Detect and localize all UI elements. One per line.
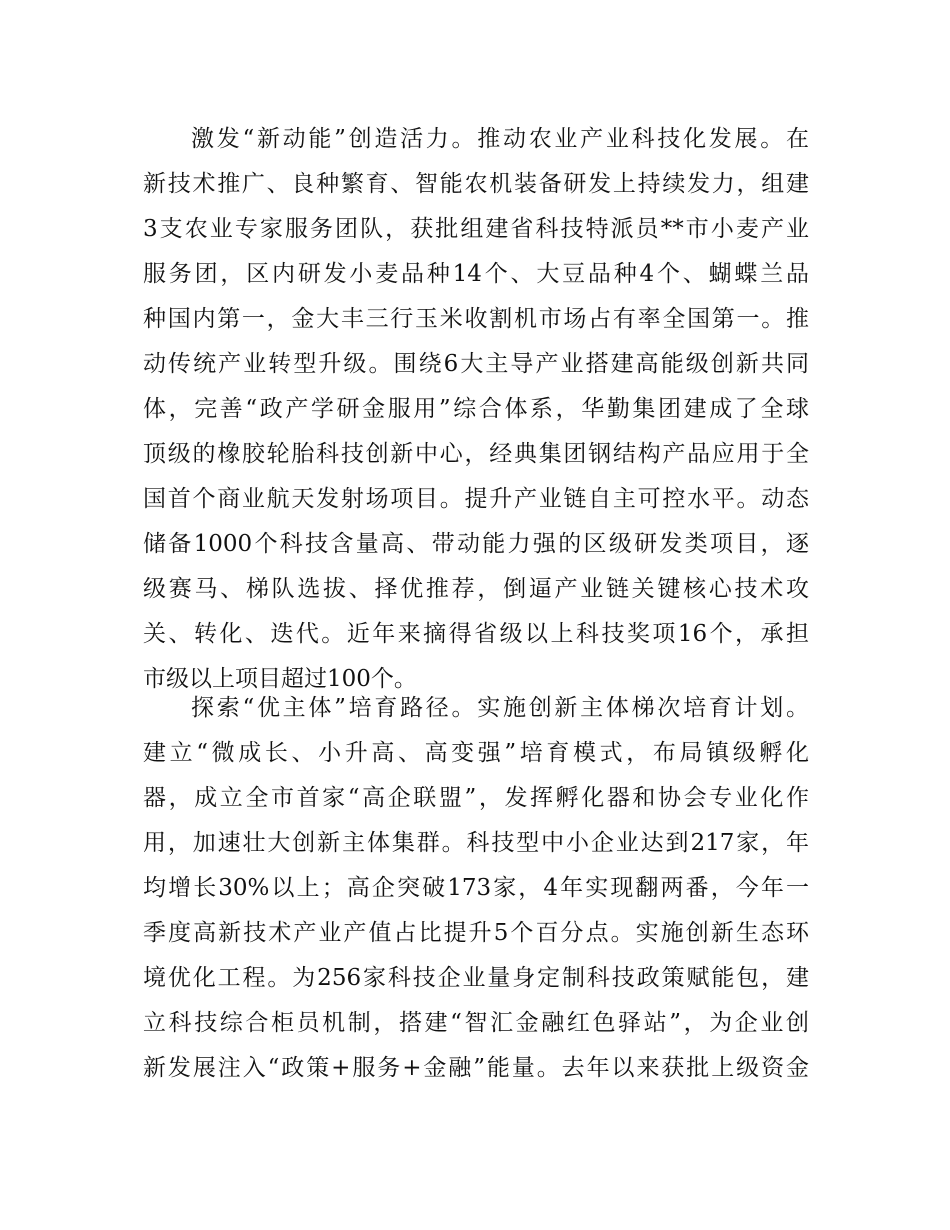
paragraph-line: 新发展注入“政策+服务+金融”能量。去年以来获批上级资金 <box>143 1055 809 1081</box>
paragraph-line: 建立“微成长、小升高、高变强”培育模式，布局镇级孵化 <box>143 740 809 766</box>
paragraph-line: 体，完善“政产学研金服用”综合体系，华勤集团建成了全球 <box>143 396 809 422</box>
paragraph-line: 顶级的橡胶轮胎科技创新中心，经典集团钢结构产品应用于全 <box>143 441 809 467</box>
paragraph-line: 市级以上项目超过100个。 <box>143 666 417 692</box>
paragraph-line: 均增长30%以上；高企突破173家，4年实现翻两番，今年一 <box>143 875 809 901</box>
paragraph-line: 立科技综合柜员机制，搭建“智汇金融红色驿站”，为企业创 <box>143 1010 809 1036</box>
paragraph-line: 种国内第一，金大丰三行玉米收割机市场占有率全国第一。推 <box>143 306 809 332</box>
paragraph-line: 新技术推广、良种繁育、智能农机装备研发上持续发力，组建 <box>143 171 809 197</box>
paragraph-quality-entities <box>143 686 809 1091</box>
paragraph-line: 级赛马、梯队选拔、择优推荐，倒逼产业链关键核心技术攻 <box>143 576 809 602</box>
paragraph-line: 关、转化、迭代。近年来摘得省级以上科技奖项16个，承担 <box>143 621 809 647</box>
paragraph-line: 3支农业专家服务团队，获批组建省科技特派员**市小麦产业 <box>143 216 809 242</box>
paragraph-line: 境优化工程。为256家科技企业量身定制科技政策赋能包，建 <box>143 965 809 991</box>
paragraph-line: 季度高新技术产业产值占比提升5个百分点。实施创新生态环 <box>143 920 809 946</box>
paragraph-line: 用，加速壮大创新主体集群。科技型中小企业达到217家，年 <box>143 830 809 856</box>
paragraph-line: 探索“优主体”培育路径。实施创新主体梯次培育计划。 <box>191 695 809 721</box>
paragraph-line: 动传统产业转型升级。围绕6大主导产业搭建高能级创新共同 <box>143 351 809 377</box>
paragraph-line: 器，成立全市首家“高企联盟”，发挥孵化器和协会专业化作 <box>143 785 809 811</box>
paragraph-line: 服务团，区内研发小麦品种14个、大豆品种4个、蝴蝶兰品 <box>143 261 809 287</box>
paragraph-line: 储备1000个科技含量高、带动能力强的区级研发类项目，逐 <box>143 531 809 557</box>
paragraph-new-momentum <box>143 117 809 702</box>
paragraph-line: 激发“新动能”创造活力。推动农业产业科技化发展。在 <box>191 126 809 152</box>
paragraph-line: 国首个商业航天发射场项目。提升产业链自主可控水平。动态 <box>143 486 809 512</box>
